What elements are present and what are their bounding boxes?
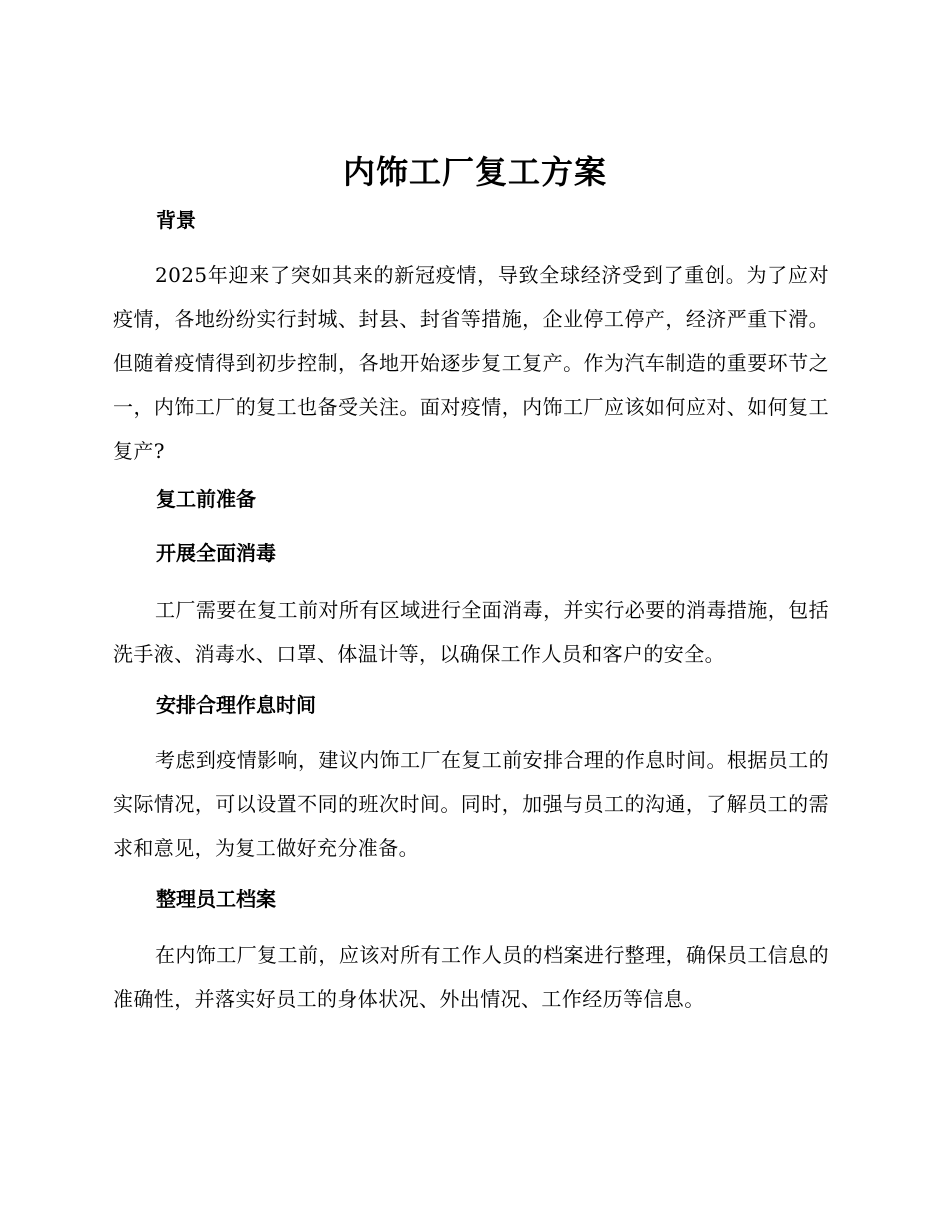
section-paragraph-background: 2025年迎来了突如其来的新冠疫情，导致全球经济受到了重创。为了应对疫情，各地纷纷实行封城、封县、封省等措施，企业停工停产，经济严重下滑。但随着疫情得到初步控制，各地开始逐步复工复产。作为汽车制造的重要环节之一，内饰工厂的复工也备受关注。面对疫情，内饰工厂应该如何应对、如何复工复产?	[113, 263, 829, 463]
section-paragraph-employee-records: 在内饰工厂复工前，应该对所有工作人员的档案进行整理，确保员工信息的准确性，并落实好员工的身体状况、外出情况、工作经历等信息。	[113, 943, 829, 1011]
section-heading-disinfection: 开展全面消毒	[156, 541, 276, 565]
section-heading-employee-records: 整理员工档案	[156, 887, 276, 911]
section-paragraph-disinfection: 工厂需要在复工前对所有区域进行全面消毒，并实行必要的消毒措施，包括洗手液、消毒水、口罩、体温计等，以确保工作人员和客户的安全。	[113, 598, 829, 666]
section-paragraph-schedule: 考虑到疫情影响，建议内饰工厂在复工前安排合理的作息时间。根据员工的实际情况，可以设置不同的班次时间。同时，加强与员工的沟通，了解员工的需求和意见，为复工做好充分准备。	[113, 748, 829, 860]
document-title: 内饰工厂复工方案	[342, 153, 607, 191]
section-heading-schedule: 安排合理作息时间	[156, 693, 316, 717]
section-heading-background: 背景	[156, 208, 196, 232]
section-heading-preparation: 复工前准备	[156, 487, 256, 511]
